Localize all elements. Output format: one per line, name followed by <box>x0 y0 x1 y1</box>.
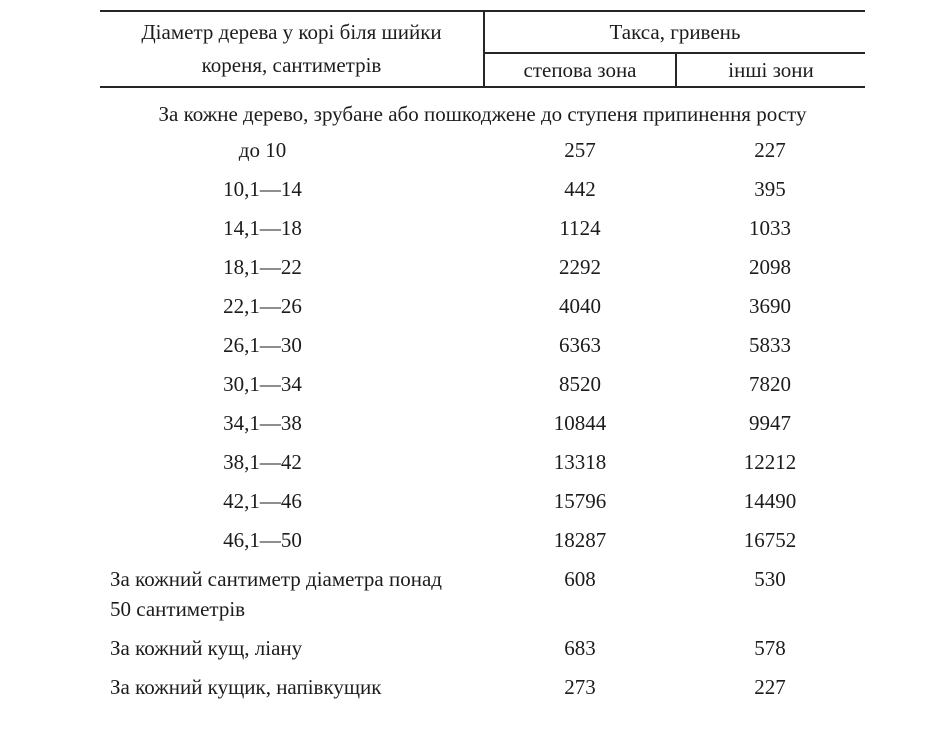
table-header <box>100 10 865 88</box>
steppe-zone-value: 683 <box>564 635 596 660</box>
other-zones-value: 12212 <box>743 449 797 474</box>
steppe-zone-value: 442 <box>564 176 596 201</box>
table-row <box>100 481 865 520</box>
row-label: 14,1—18 <box>223 215 302 240</box>
steppe-zone-value: 15796 <box>553 488 607 513</box>
row-label: 34,1—38 <box>223 410 302 435</box>
steppe-zone-value: 2292 <box>559 254 601 279</box>
header-steppe-zone: степова зона <box>523 57 637 82</box>
steppe-zone-value: 4040 <box>559 293 601 318</box>
header-other-zones: інші зони <box>675 54 865 86</box>
other-zones-value: 16752 <box>743 527 797 552</box>
other-zones-value: 1033 <box>749 215 791 240</box>
header-tax-title: Такса, гривень <box>485 12 865 54</box>
steppe-zone-value: 18287 <box>553 527 607 552</box>
steppe-zone-value: 257 <box>564 137 596 162</box>
header-tax-subrow <box>485 54 865 86</box>
header-diameter-column: Діаметр дерева у корі біля шийки кореня, сантиметрів <box>100 12 485 86</box>
other-zones-value: 14490 <box>743 488 797 513</box>
row-label: 18,1—22 <box>223 254 302 279</box>
other-zones-value: 227 <box>754 137 786 162</box>
row-label: 10,1—14 <box>223 176 302 201</box>
header-tax-group <box>485 12 865 86</box>
tax-table <box>100 10 865 706</box>
other-zones-value: 9947 <box>749 410 791 435</box>
steppe-zone-value: 6363 <box>559 332 601 357</box>
table-body <box>100 130 865 706</box>
row-label: 38,1—42 <box>223 449 302 474</box>
row-label: 30,1—34 <box>223 371 302 396</box>
table-row <box>100 667 865 706</box>
table-row <box>100 520 865 559</box>
row-label: За кожний кущ, ліану <box>110 635 303 660</box>
other-zones-value: 3690 <box>749 293 791 318</box>
other-zones-value: 227 <box>754 674 786 699</box>
table-row <box>100 130 865 169</box>
row-label: За кожний сантиметр діаметра понад 50 сантиметрів <box>110 566 442 621</box>
other-zones-value: 7820 <box>749 371 791 396</box>
row-label: 22,1—26 <box>223 293 302 318</box>
other-zones-value: 530 <box>754 566 786 591</box>
table-row <box>100 442 865 481</box>
table-row <box>100 364 865 403</box>
steppe-zone-value: 13318 <box>553 449 607 474</box>
table-row <box>100 325 865 364</box>
table-row <box>100 208 865 247</box>
row-label: до 10 <box>238 137 287 162</box>
table-row <box>100 286 865 325</box>
other-zones-value: 5833 <box>749 332 791 357</box>
steppe-zone-value: 1124 <box>559 215 601 240</box>
steppe-zone-value: 10844 <box>553 410 607 435</box>
table-row <box>100 247 865 286</box>
other-zones-value: 578 <box>754 635 786 660</box>
steppe-zone-value: 8520 <box>559 371 601 396</box>
steppe-zone-value: 608 <box>564 566 596 591</box>
section-title: За кожне дерево, зрубане або пошкоджене до ступеня припинення росту <box>158 102 807 126</box>
row-label: 46,1—50 <box>223 527 302 552</box>
row-label: 26,1—30 <box>223 332 302 357</box>
row-label: 42,1—46 <box>223 488 302 513</box>
other-zones-value: 2098 <box>749 254 791 279</box>
table-row <box>100 403 865 442</box>
table-row <box>100 169 865 208</box>
steppe-zone-value: 273 <box>564 674 596 699</box>
table-row <box>100 628 865 667</box>
table-row <box>100 559 865 628</box>
other-zones-value: 395 <box>754 176 786 201</box>
row-label: За кожний кущик, напівкущик <box>110 674 382 699</box>
